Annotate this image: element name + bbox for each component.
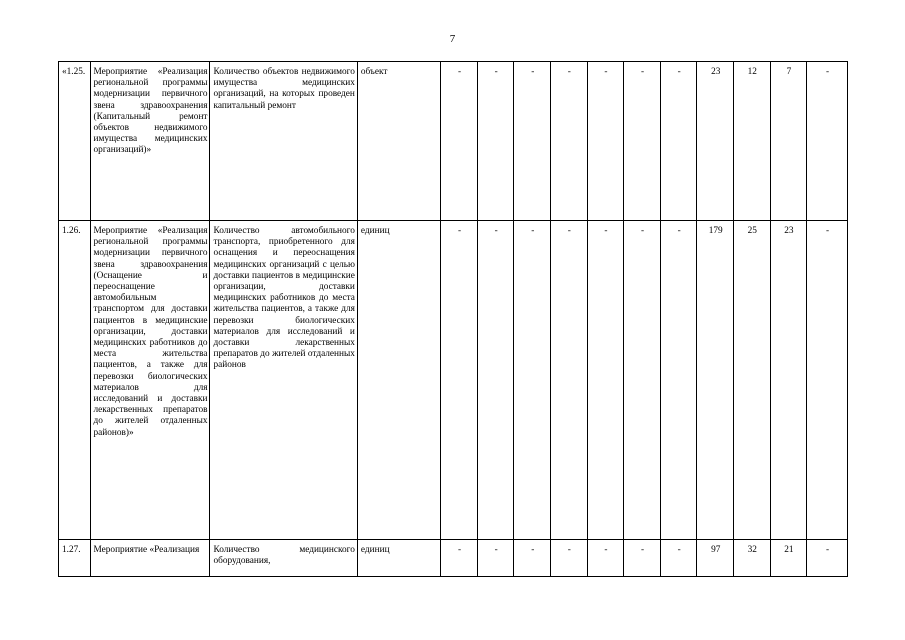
value-cell: -	[441, 221, 478, 540]
value-cell: -	[514, 62, 551, 221]
unit-cell: единиц	[357, 221, 440, 540]
value-cell: 21	[770, 540, 807, 577]
value-cell: -	[660, 62, 697, 221]
value-cell: -	[551, 221, 588, 540]
table-row	[59, 221, 848, 540]
value-cell: -	[807, 221, 848, 540]
value-cell: -	[587, 62, 624, 221]
table-row	[59, 540, 848, 577]
value-cell: -	[807, 540, 848, 577]
event-name-cell: Мероприятие «Реализация региональной программы модернизации первичного звена здравоохранения (Капитальный ремонт объектов недвижимого имущества медицинских организаций)»	[90, 62, 210, 221]
value-cell: -	[587, 540, 624, 577]
unit-cell: объект	[357, 62, 440, 221]
row-number-cell: «1.25.	[59, 62, 91, 221]
value-cell: 23	[770, 221, 807, 540]
indicator-cell: Количество медицинского оборудования,	[210, 540, 357, 577]
value-cell: -	[551, 540, 588, 577]
value-cell: 25	[734, 221, 771, 540]
event-name-cell: Мероприятие «Реализация региональной программы модернизации первичного звена здравоохранения (Оснащение и переоснащение автомобильным транспортом для доставки пациентов в медицинские организации, доставки медицинских работников до места жительства пациентов, а также для перевозки биологических материалов для исследований и доставки лекарственных препаратов до жителей отдаленных районов)»	[90, 221, 210, 540]
indicator-cell: Количество объектов недвижимого имущества медицинских организаций, на которых проведен капитальный ремонт	[210, 62, 357, 221]
value-cell: 23	[697, 62, 734, 221]
value-cell: -	[587, 221, 624, 540]
value-cell: -	[441, 540, 478, 577]
indicator-cell: Количество автомобильного транспорта, приобретенного для оснащения и переоснащения медицинских организаций с целью доставки пациентов в медицинские организации, доставки медицинских работников до места жительства пациентов, а также для перевозки биологических материалов для исследований и доставки лекарственных препаратов до жителей отдаленных районов	[210, 221, 357, 540]
value-cell: -	[660, 221, 697, 540]
value-cell: 7	[770, 62, 807, 221]
event-name-cell: Мероприятие «Реализация	[90, 540, 210, 577]
value-cell: -	[551, 62, 588, 221]
value-cell: -	[624, 540, 661, 577]
indicators-table	[58, 61, 848, 577]
value-cell: -	[477, 221, 514, 540]
value-cell: -	[477, 62, 514, 221]
value-cell: -	[514, 221, 551, 540]
row-number-cell: 1.26.	[59, 221, 91, 540]
unit-cell: единиц	[357, 540, 440, 577]
value-cell: -	[441, 62, 478, 221]
value-cell: 179	[697, 221, 734, 540]
value-cell: 12	[734, 62, 771, 221]
value-cell: -	[624, 221, 661, 540]
value-cell: -	[807, 62, 848, 221]
row-number-cell: 1.27.	[59, 540, 91, 577]
value-cell: 97	[697, 540, 734, 577]
value-cell: -	[477, 540, 514, 577]
page-number: 7	[449, 33, 456, 45]
value-cell: -	[624, 62, 661, 221]
value-cell: 32	[734, 540, 771, 577]
table-row	[59, 62, 848, 221]
value-cell: -	[660, 540, 697, 577]
value-cell: -	[514, 540, 551, 577]
